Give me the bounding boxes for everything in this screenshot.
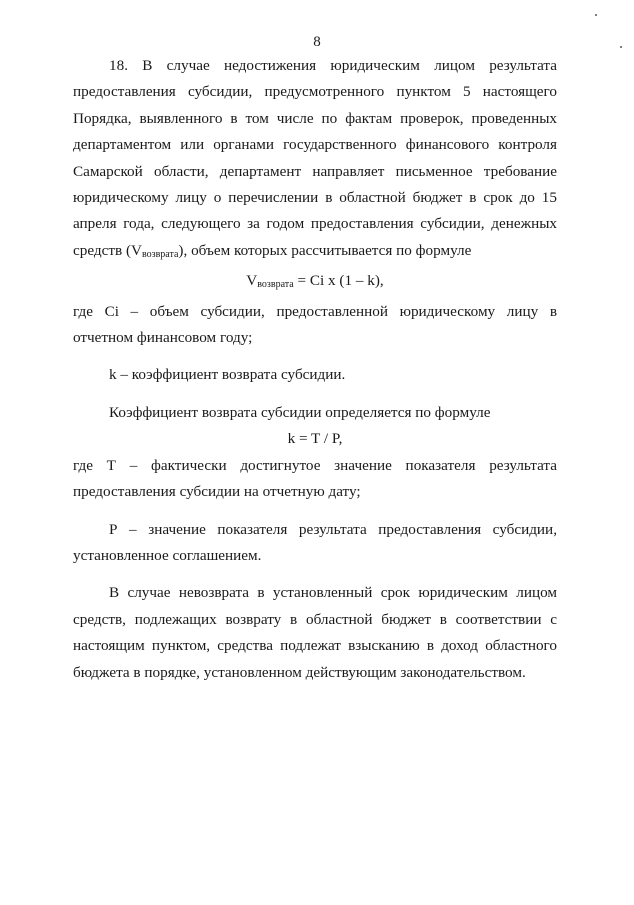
formula-v-rhs: = Ci x (1 – k), xyxy=(293,272,384,290)
paragraph-18-text: 18. В случае недостижения юридическим лицом результата предоставления субсидии, предусмотренного пунктом 5 настоящего Порядка, выявленного в том числе по фактам проверок, проведенных департаментом или органами государственного финансового контроля Самарской области, департамент направляет письменное требование юридическому лицу о перечислении в областной бюджет в срок до 15 апреля года, следующего за годом предоставления субсидии, денежных средств (V xyxy=(73,57,557,259)
ci-definition: где Ci – объем субсидии, предоставленной юридическому лицу в отчетном финансовом году; xyxy=(73,302,557,347)
formula-v-symbol: V xyxy=(246,272,258,290)
t-definition: где Т – фактически достигнутое значение показателя результата предоставления субсидии на отчетную дату; xyxy=(73,456,557,501)
p-definition: Р – значение показателя результата предоставления субсидии, установленное соглашением. xyxy=(73,520,557,564)
page-number: 8 xyxy=(313,34,321,50)
formula-k: k = T / P, xyxy=(287,430,343,448)
scan-speck xyxy=(595,14,597,16)
k-formula-intro: Коэффициент возврата субсидии определяется по формуле xyxy=(109,403,491,421)
paragraph-18-text-end: ), объем которых рассчитывается по формуле xyxy=(178,241,472,259)
formula-v-return xyxy=(73,268,557,298)
final-paragraph: В случае невозврата в установленный срок юридическим лицом средств, подлежащих возврату в областной бюджет в соответствии с настоящим пунктом, средства подлежат взысканию в доход областного бюджета в порядке, установленном действующим законодательством. xyxy=(73,584,557,681)
paragraph-18 xyxy=(73,53,557,268)
k-definition: k – коэффициент возврата субсидии. xyxy=(109,366,346,384)
document-body xyxy=(73,53,557,686)
scan-speck xyxy=(620,46,622,48)
v-subscript: возврата xyxy=(141,248,179,260)
formula-v-subscript: возврата xyxy=(257,279,294,291)
